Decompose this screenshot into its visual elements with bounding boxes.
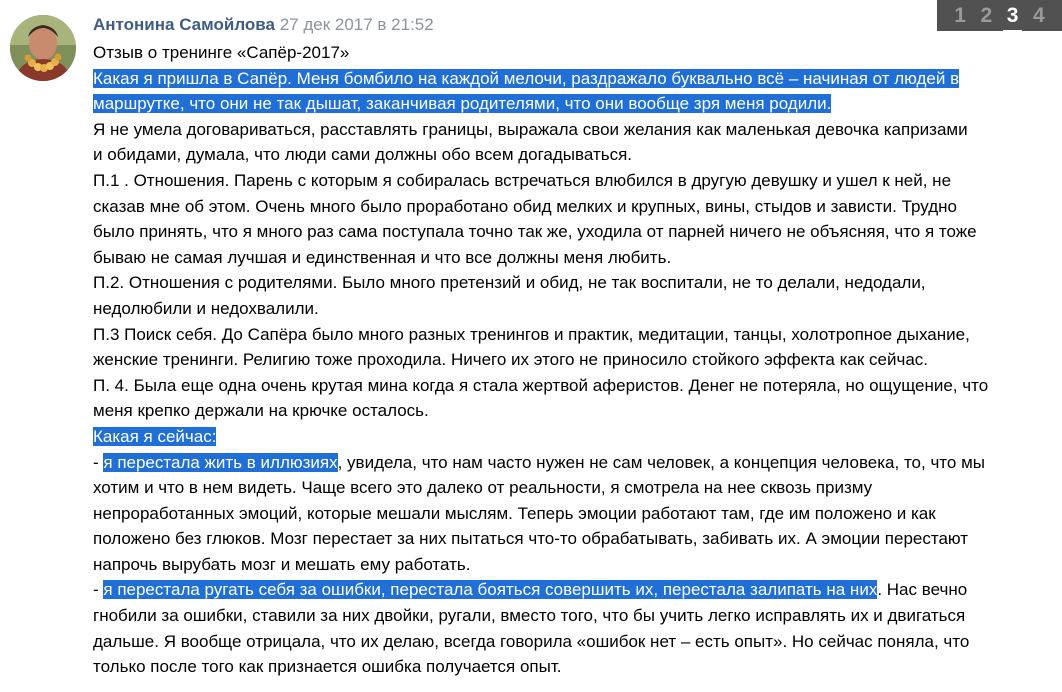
text-line: сказав мне об этом. Очень много было проработано обид мелких и крупных, вины, стыдов и зависти. Трудно [93, 196, 957, 216]
text-line: П.3 Поиск себя. До Сапёра было много разных тренингов и практик, медитации, танцы, холотропное дыхание, [93, 324, 970, 344]
text-line: бываю не самая лучшая и единственная и что все должны меня любить. [93, 247, 672, 267]
post [93, 13, 1033, 680]
text-line: . Нас вечно [877, 580, 968, 600]
highlighted-text: я перестала ругать себя за ошибки, перестала бояться совершить их, перестала залипать на них [103, 580, 878, 600]
post-date[interactable]: 27 дек 2017 в 21:52 [279, 15, 434, 34]
text-line: дальше. Я вообще отрицала, что их делаю, всегда говорила «ошибок нет – есть опыт». Но сейчас поняла, что [93, 631, 970, 651]
post-header [93, 13, 1033, 37]
author-name-link[interactable]: Антонина Самойлова [93, 15, 275, 34]
text-line: меня крепко держали на крючке осталось. [93, 401, 429, 421]
text-line: недолюбили и недохвалили. [93, 298, 319, 318]
page-link-1[interactable]: 1 [954, 3, 966, 27]
text-line: напрочь вырубать мозг и мешать ему работать. [93, 554, 471, 574]
page-link-2[interactable]: 2 [980, 3, 993, 27]
text-line: хотим и что в нем видеть. Чаще всего это далеко от реальности, я смотрела на нее сквозь призму [93, 478, 873, 498]
text-line: П. 4. Была еще одна очень крутая мина когда я стала жертвой аферистов. Денег не потеряла, но ощущение, что [93, 375, 989, 395]
page-link-4[interactable]: 4 [1033, 3, 1045, 27]
post-text [93, 40, 1033, 680]
highlighted-text: я перестала жить в иллюзиях [103, 452, 338, 472]
bullet-dash: - [93, 452, 104, 472]
text-line: было принять, что я много раз сама поступала точно так же, уходила от парней ничего не объясняя, что я тоже [93, 222, 977, 242]
highlighted-text: Какая я сейчас: [93, 426, 217, 446]
text-line: положено без глюков. Мозг перестает за них пытаться что-то обрабатывать, забивать их. А эмоции перестают [93, 529, 969, 549]
text-line: , увидела, что нам часто нужен не сам человек, а концепция человека, то, что мы [337, 452, 985, 472]
highlighted-text: маршрутке, что они не так дышат, заканчивая родителями, что они вообще зря меня родили. [93, 94, 832, 114]
text-line: П.1 . Отношения. Парень с которым я собиралась встречаться влюбился в другую девушку и ушел к ней, не [93, 170, 952, 190]
text-line: непроработанных эмоций, которые мешали мыслям. Теперь эмоции работают там, где им положено и как [93, 503, 936, 523]
text-line: гнобили за ошибки, ставили за них двойки, ругали, вместо того, что бы учить легко исправлять их и двигаться [93, 606, 966, 626]
post-title: Отзыв о тренинге «Сапёр-2017» [93, 43, 350, 62]
text-line: П.2. Отношения с родителями. Было много претензий и обид, не так воспитали, не то делали, недодали, [93, 273, 926, 293]
avatar[interactable] [10, 15, 76, 81]
bullet-dash: - [93, 580, 104, 600]
avatar-photo [10, 15, 76, 81]
page-link-3-active[interactable]: 3 [1006, 3, 1019, 27]
text-line: и обидами, думала, что люди сами должны обо всем догадываться. [93, 145, 633, 165]
text-line: женские тренинги. Религию тоже проходила. Ничего их этого не приносило стойкого эффекта как сейчас. [93, 350, 929, 370]
text-line: только после того как признается ошибка получается опыт. [93, 657, 562, 677]
text-line: Я не умела договариваться, расставлять границы, выражала свои желания как маленькая девочка капризами [93, 119, 968, 139]
highlighted-text: Какая я пришла в Сапёр. Меня бомбило на каждой мелочи, раздражало буквально всё – начиная от людей в [93, 68, 960, 88]
